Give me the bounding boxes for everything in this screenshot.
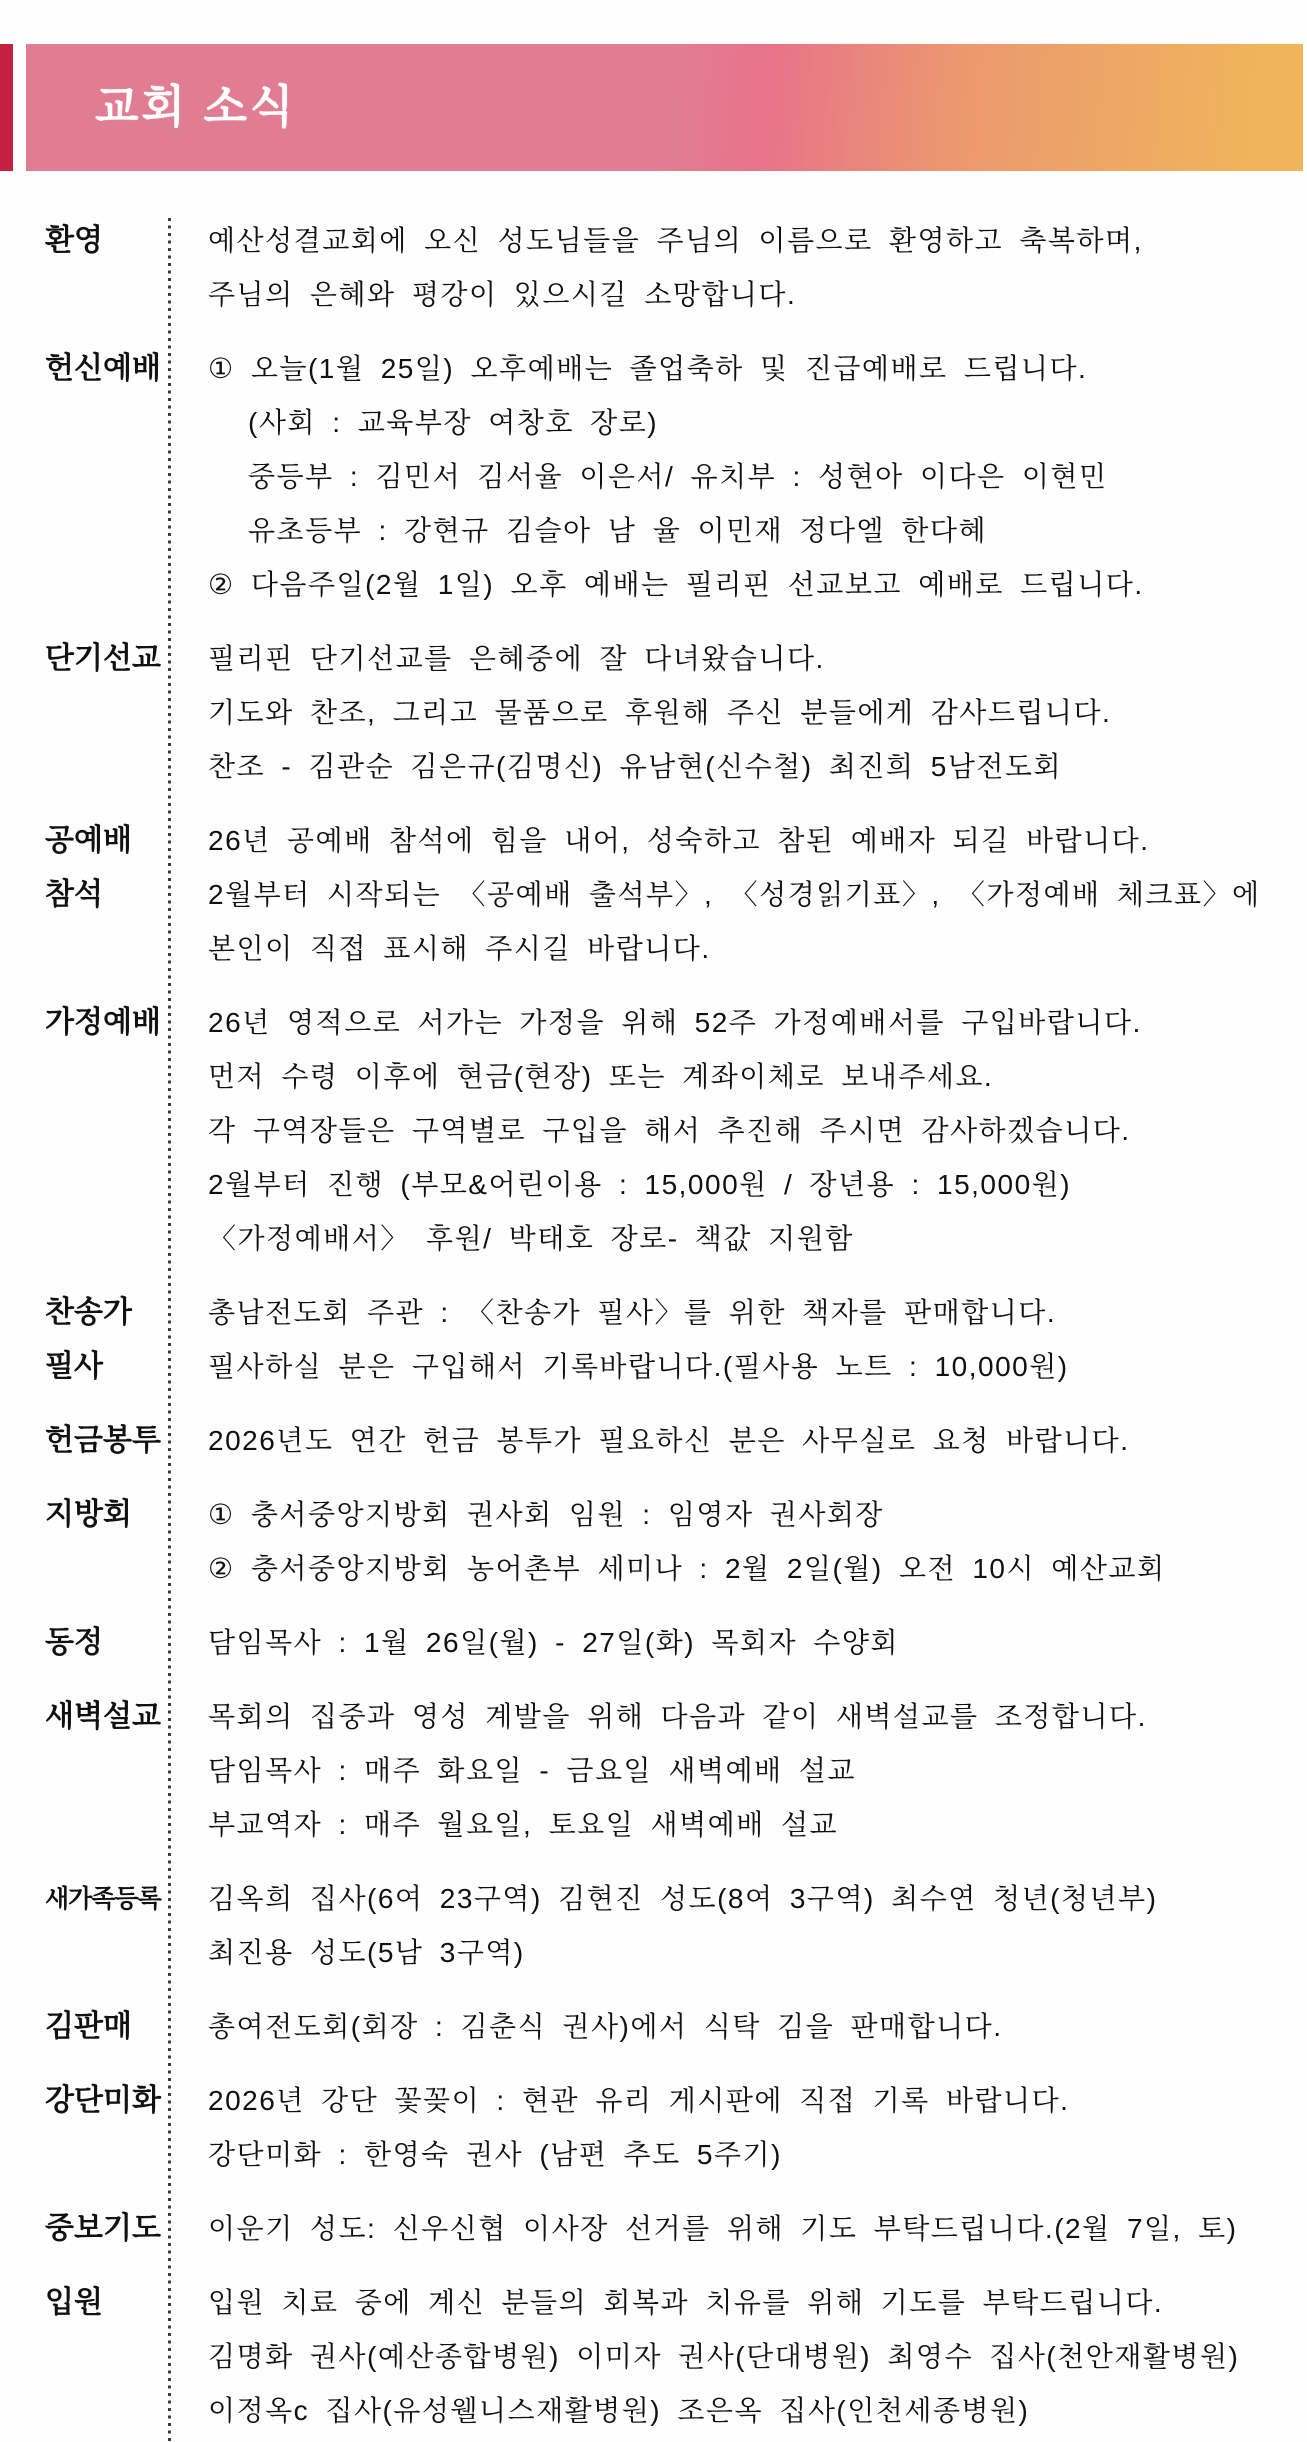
section-label bbox=[45, 1286, 163, 1394]
section-text-line: 부교역자 : 매주 월요일, 토요일 새벽예배 설교 bbox=[208, 1809, 839, 1840]
section-content bbox=[163, 2276, 1293, 2438]
section-text-line: (사회 : 교육부장 여창호 장로) bbox=[248, 407, 659, 438]
section-label-text: 입원 bbox=[45, 2286, 103, 2319]
section-content bbox=[163, 1488, 1293, 1596]
page-title: 교회 소식 bbox=[95, 81, 297, 132]
section-label bbox=[45, 1488, 163, 1596]
section-text-line: 담임목사 : 매주 화요일 - 금요일 새벽예배 설교 bbox=[208, 1755, 856, 1786]
section-text-line: 예산성결교회에 오신 성도님들을 주님의 이름으로 환영하고 축복하며, bbox=[208, 225, 1143, 256]
section-row bbox=[45, 1690, 1293, 1852]
section-label bbox=[45, 632, 163, 794]
section-label-text: 참석 bbox=[45, 878, 103, 911]
section-text-line: 총여전도회(회장 : 김춘식 권사)에서 식탁 김을 판매합니다. bbox=[208, 2011, 1003, 2042]
section-text-line: 주님의 은혜와 평강이 있으시길 소망합니다. bbox=[208, 279, 797, 310]
section-text-line: 목회의 집중과 영성 계발을 위해 다음과 같이 새벽설교를 조정합니다. bbox=[208, 1701, 1147, 1732]
section-label bbox=[45, 2276, 163, 2438]
section-label-text: 필사 bbox=[45, 1350, 103, 1383]
section-text-line: 2026년도 연간 헌금 봉투가 필요하신 분은 사무실로 요청 바랍니다. bbox=[208, 1425, 1130, 1456]
section-label bbox=[45, 1616, 163, 1670]
section-text-line: 총남전도회 주관 : 〈찬송가 필사〉를 위한 책자를 판매합니다. bbox=[208, 1297, 1057, 1328]
section-text-line: 먼저 수령 이후에 현금(현장) 또는 계좌이체로 보내주세요. bbox=[208, 1061, 994, 1092]
section-text-line: 기도와 찬조, 그리고 물품으로 후원해 주신 분들에게 감사드립니다. bbox=[208, 697, 1112, 728]
section-row bbox=[45, 1488, 1293, 1596]
section-text-line: ② 다음주일(2월 1일) 오후 예배는 필리핀 선교보고 예배로 드립니다. bbox=[208, 569, 1144, 600]
section-content bbox=[163, 2000, 1293, 2054]
section-label-text: 찬송가 bbox=[45, 1296, 132, 1329]
section-text-line: 본인이 직접 표시해 주시길 바랍니다. bbox=[208, 933, 711, 964]
section-row bbox=[45, 342, 1293, 612]
section-text-line: 유초등부 : 강현규 김슬아 남 율 이민재 정다엘 한다혜 bbox=[248, 515, 988, 546]
section-content bbox=[163, 342, 1293, 612]
section-row bbox=[45, 2202, 1293, 2256]
section-label-text: 헌금봉투 bbox=[45, 1424, 161, 1457]
section-row bbox=[45, 214, 1293, 322]
section-text-line: 최진용 성도(5남 3구역) bbox=[208, 1937, 525, 1968]
section-label-text: 강단미화 bbox=[45, 2084, 161, 2117]
section-text-line: 〈가정예배서〉 후원/ 박태호 장로- 책값 지원함 bbox=[208, 1223, 854, 1254]
section-text-line: 각 구역장들은 구역별로 구입을 해서 추진해 주시면 감사하겠습니다. bbox=[208, 1115, 1131, 1146]
dotted-divider bbox=[168, 218, 171, 2442]
section-text-line: 필사하실 분은 구입해서 기록바랍니다.(필사용 노트 : 10,000원) bbox=[208, 1351, 1069, 1382]
section-label-text: 헌신예배 bbox=[45, 352, 161, 385]
section-text-line: 입원 치료 중에 계신 분들의 회복과 치유를 위해 기도를 부탁드립니다. bbox=[208, 2287, 1164, 2318]
section-label-text: 새벽설교 bbox=[45, 1700, 161, 1733]
section-text-line: 중등부 : 김민서 김서율 이은서/ 유치부 : 성현아 이다은 이현민 bbox=[248, 461, 1108, 492]
section-label bbox=[45, 1872, 163, 1980]
section-label bbox=[45, 2074, 163, 2182]
section-text-line: 김옥희 집사(6여 23구역) 김현진 성도(8여 3구역) 최수연 청년(청년부) bbox=[208, 1883, 1158, 1914]
section-text-line: ① 충서중앙지방회 권사회 임원 : 임영자 권사회장 bbox=[208, 1499, 884, 1530]
section-text-line: ② 충서중앙지방회 농어촌부 세미나 : 2월 2일(월) 오전 10시 예산교회 bbox=[208, 1553, 1166, 1584]
section-label-text: 김판매 bbox=[45, 2010, 132, 2043]
section-text-line: 2월부터 진행 (부모&어린이용 : 15,000원 / 장년용 : 15,000원) bbox=[208, 1169, 1072, 1200]
section-label-text: 가정예배 bbox=[45, 1006, 161, 1039]
section-label-text: 중보기도 bbox=[45, 2212, 161, 2245]
section-text-line: 김명화 권사(예산종합병원) 이미자 권사(단대병원) 최영수 집사(천안재활병원) bbox=[208, 2341, 1240, 2372]
section-label-text: 단기선교 bbox=[45, 642, 161, 675]
section-text-line: 강단미화 : 한영숙 권사 (남편 추도 5주기) bbox=[208, 2139, 782, 2170]
section-row bbox=[45, 2276, 1293, 2438]
section-label bbox=[45, 814, 163, 976]
section-label bbox=[45, 1690, 163, 1852]
section-row bbox=[45, 814, 1293, 976]
section-content bbox=[163, 1616, 1293, 1670]
section-label bbox=[45, 1414, 163, 1468]
section-text-line: 이운기 성도: 신우신협 이사장 선거를 위해 기도 부탁드립니다.(2월 7일, 토) bbox=[208, 2213, 1238, 2244]
section-text-line: ① 오늘(1월 25일) 오후예배는 졸업축하 및 진급예배로 드립니다. bbox=[208, 353, 1088, 384]
section-text-line: 이정옥c 집사(유성웰니스재활병원) 조은옥 집사(인천세종병원) bbox=[208, 2395, 1030, 2426]
section-content bbox=[163, 1286, 1293, 1394]
section-row bbox=[45, 1872, 1293, 1980]
section-row bbox=[45, 996, 1293, 1266]
banner-left-accent bbox=[0, 44, 13, 171]
section-row bbox=[45, 1616, 1293, 1670]
section-row bbox=[45, 2074, 1293, 2182]
section-content bbox=[163, 2202, 1293, 2256]
section-row bbox=[45, 632, 1293, 794]
section-label bbox=[45, 996, 163, 1266]
section-label bbox=[45, 2000, 163, 2054]
section-row bbox=[45, 1286, 1293, 1394]
section-label-text: 환영 bbox=[45, 224, 103, 257]
sections-container bbox=[45, 214, 1293, 2442]
section-content bbox=[163, 214, 1293, 322]
section-text-line: 담임목사 : 1월 26일(월) - 27일(화) 목회자 수양회 bbox=[208, 1627, 899, 1658]
section-label bbox=[45, 214, 163, 322]
section-content bbox=[163, 632, 1293, 794]
section-row bbox=[45, 2000, 1293, 2054]
section-content bbox=[163, 996, 1293, 1266]
section-content bbox=[163, 814, 1293, 976]
header-banner bbox=[26, 44, 1303, 171]
section-label bbox=[45, 342, 163, 612]
section-content bbox=[163, 1414, 1293, 1468]
section-row bbox=[45, 1414, 1293, 1468]
section-label-text: 동정 bbox=[45, 1626, 103, 1659]
section-text-line: 2월부터 시작되는 〈공예배 출석부〉, 〈성경읽기표〉, 〈가정예배 체크표〉에 bbox=[208, 879, 1261, 910]
section-text-line: 찬조 - 김관순 김은규(김명신) 유남현(신수철) 최진희 5남전도회 bbox=[208, 751, 1063, 782]
section-label bbox=[45, 2202, 163, 2256]
section-content bbox=[163, 2074, 1293, 2182]
section-label-text: 지방회 bbox=[45, 1498, 132, 1531]
section-text-line: 26년 공예배 참석에 힘을 내어, 성숙하고 참된 예배자 되길 바랍니다. bbox=[208, 825, 1150, 856]
section-text-line: 2026년 강단 꽃꽂이 : 현관 유리 게시판에 직접 기록 바랍니다. bbox=[208, 2085, 1070, 2116]
section-content bbox=[163, 1872, 1293, 1980]
section-text-line: 26년 영적으로 서가는 가정을 위해 52주 가정예배서를 구입바랍니다. bbox=[208, 1007, 1142, 1038]
section-label-text: 공예배 bbox=[45, 824, 132, 857]
section-text-line: 필리핀 단기선교를 은혜중에 잘 다녀왔습니다. bbox=[208, 643, 825, 674]
section-content bbox=[163, 1690, 1293, 1852]
section-label-text: 새가족등록 bbox=[45, 1885, 161, 1913]
